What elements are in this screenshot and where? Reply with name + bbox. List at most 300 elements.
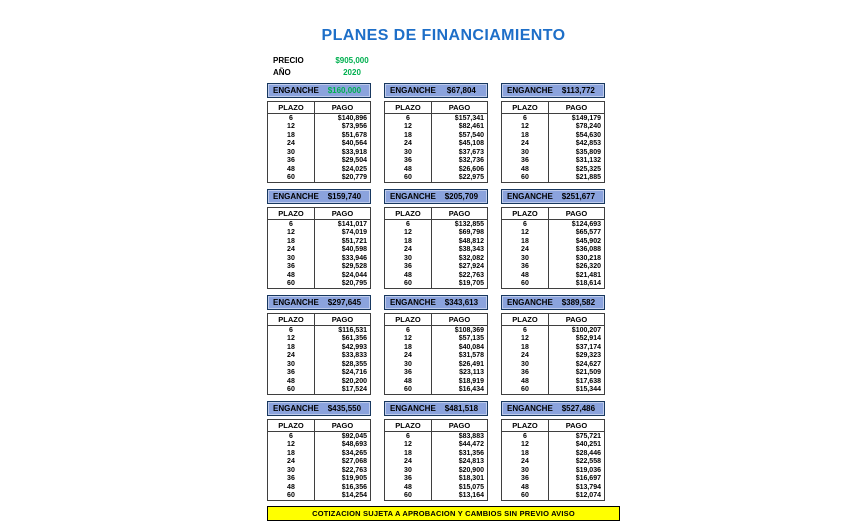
enganche-label: ENGANCHE <box>273 404 319 413</box>
pago-cell: $20,900 <box>458 466 484 474</box>
table-row <box>268 263 370 272</box>
plazo-cell: 60 <box>268 492 315 501</box>
plazo-cell: 6 <box>502 114 549 123</box>
plazo-cell: 12 <box>385 229 432 238</box>
pago-cell: $15,075 <box>458 483 484 491</box>
payment-table <box>501 419 605 501</box>
plazo-cell: 60 <box>502 174 549 183</box>
plazo-column-header: PLAZO <box>385 208 432 219</box>
plazo-cell: 18 <box>385 343 432 352</box>
table-row <box>268 114 370 123</box>
pago-cell: $21,509 <box>575 369 601 377</box>
plazo-cell: 6 <box>502 432 549 441</box>
plazo-cell: 36 <box>502 157 549 166</box>
plazo-cell: 60 <box>502 280 549 289</box>
plazo-cell: 24 <box>385 246 432 255</box>
enganche-value: $67,804 <box>446 86 476 95</box>
table-row <box>268 220 370 229</box>
pago-cell: $82,461 <box>458 123 484 131</box>
pago-cell: $29,528 <box>341 263 367 271</box>
table-row <box>385 246 487 255</box>
table-header-row <box>385 314 487 326</box>
precio-label: PRECIO <box>273 55 304 65</box>
plazo-cell: 18 <box>268 343 315 352</box>
pago-column-header: PAGO <box>331 421 354 430</box>
pago-cell: $24,025 <box>341 165 367 173</box>
plazo-cell: 12 <box>268 123 315 132</box>
pago-cell: $51,678 <box>341 131 367 139</box>
enganche-value: $113,772 <box>561 86 595 95</box>
plazo-cell: 6 <box>268 326 315 335</box>
plazo-cell: 6 <box>385 220 432 229</box>
plazo-cell: 60 <box>385 280 432 289</box>
plazo-cell: 30 <box>268 360 315 369</box>
pago-cell: $61,356 <box>341 335 367 343</box>
table-row <box>385 280 487 289</box>
table-row <box>268 360 370 369</box>
pago-cell: $31,578 <box>458 352 484 360</box>
table-row <box>385 458 487 467</box>
pago-column-header: PAGO <box>565 103 588 112</box>
pago-cell: $26,606 <box>458 165 484 173</box>
financing-table-block <box>501 189 605 289</box>
enganche-value: $435,550 <box>327 404 362 413</box>
table-row <box>268 441 370 450</box>
table-row <box>385 492 487 501</box>
financing-table-block <box>267 83 371 183</box>
pago-cell: $37,174 <box>575 343 601 351</box>
pago-cell: $32,736 <box>458 157 484 165</box>
pago-cell: $74,019 <box>341 229 367 237</box>
plazo-cell: 12 <box>385 123 432 132</box>
pago-cell: $16,356 <box>341 483 367 491</box>
table-row <box>502 343 604 352</box>
pago-cell: $24,716 <box>341 369 367 377</box>
anio-label: AÑO <box>273 67 291 77</box>
plazo-column-header: PLAZO <box>502 314 549 325</box>
pago-cell: $73,956 <box>341 123 367 131</box>
pago-cell: $45,902 <box>575 237 601 245</box>
pago-column-header: PAGO <box>448 103 471 112</box>
table-row <box>268 148 370 157</box>
pago-cell: $22,763 <box>458 271 484 279</box>
plazo-cell: 36 <box>268 475 315 484</box>
table-body <box>385 432 487 500</box>
plazo-cell: 18 <box>385 131 432 140</box>
table-row <box>385 386 487 395</box>
pago-cell: $22,763 <box>341 466 367 474</box>
pago-cell: $40,598 <box>341 246 367 254</box>
payment-table <box>384 419 488 501</box>
plazo-cell: 30 <box>385 360 432 369</box>
plazo-cell: 48 <box>268 271 315 280</box>
enganche-header <box>267 189 371 204</box>
pago-cell: $48,812 <box>458 237 484 245</box>
table-row <box>502 466 604 475</box>
table-row <box>268 123 370 132</box>
plazo-cell: 36 <box>385 475 432 484</box>
plazo-cell: 36 <box>385 263 432 272</box>
plazo-cell: 6 <box>268 114 315 123</box>
enganche-header <box>501 401 605 416</box>
plazo-cell: 48 <box>502 377 549 386</box>
table-row <box>268 326 370 335</box>
plazo-cell: 30 <box>385 148 432 157</box>
anio-value: 2020 <box>343 67 361 77</box>
table-row <box>502 263 604 272</box>
table-row <box>385 352 487 361</box>
plazo-cell: 12 <box>268 229 315 238</box>
table-row <box>502 165 604 174</box>
table-row <box>502 492 604 501</box>
table-row <box>502 114 604 123</box>
table-row <box>268 335 370 344</box>
plazo-cell: 24 <box>502 352 549 361</box>
precio-value: $905,000 <box>335 55 369 65</box>
enganche-header <box>267 83 371 98</box>
enganche-value: $205,709 <box>444 192 479 201</box>
plazo-cell: 48 <box>502 483 549 492</box>
pago-cell: $42,853 <box>575 140 601 148</box>
payment-table <box>501 313 605 395</box>
table-header-row <box>268 420 370 432</box>
pago-cell: $40,251 <box>575 441 601 449</box>
table-header-row <box>385 208 487 220</box>
enganche-label: ENGANCHE <box>390 298 436 307</box>
plazo-cell: 48 <box>385 483 432 492</box>
table-body <box>385 220 487 288</box>
table-row <box>385 441 487 450</box>
precio-row <box>267 54 620 66</box>
plazo-cell: 6 <box>385 326 432 335</box>
table-body <box>502 432 604 500</box>
pago-cell: $40,084 <box>458 343 484 351</box>
plazo-cell: 30 <box>502 466 549 475</box>
financing-table-block <box>267 189 371 289</box>
plazo-cell: 18 <box>502 237 549 246</box>
pago-cell: $32,082 <box>458 254 484 262</box>
pago-cell: $19,905 <box>341 475 367 483</box>
table-body <box>502 114 604 182</box>
table-header-row <box>502 102 604 114</box>
table-row <box>502 157 604 166</box>
pago-cell: $20,779 <box>341 174 367 182</box>
plazo-column-header: PLAZO <box>502 420 549 431</box>
payment-table <box>267 419 371 501</box>
plazo-cell: 60 <box>268 174 315 183</box>
plazo-cell: 36 <box>502 369 549 378</box>
table-body <box>385 326 487 394</box>
pago-column-header: PAGO <box>565 315 588 324</box>
enganche-value: $251,677 <box>561 192 596 201</box>
table-row <box>502 131 604 140</box>
pago-cell: $57,540 <box>458 131 484 139</box>
pago-cell: $31,132 <box>575 157 601 165</box>
plazo-column-header: PLAZO <box>385 420 432 431</box>
table-row <box>268 229 370 238</box>
table-row <box>502 148 604 157</box>
pago-cell: $17,638 <box>575 377 601 385</box>
pago-cell: $28,446 <box>575 449 601 457</box>
enganche-value: $527,486 <box>561 404 596 413</box>
table-row <box>502 326 604 335</box>
plazo-cell: 30 <box>502 254 549 263</box>
enganche-label: ENGANCHE <box>390 192 436 201</box>
enganche-label: ENGANCHE <box>273 192 319 201</box>
plazo-cell: 18 <box>268 237 315 246</box>
pago-cell: $21,481 <box>575 271 601 279</box>
enganche-label: ENGANCHE <box>507 192 553 201</box>
plazo-cell: 48 <box>268 483 315 492</box>
footer-notice: COTIZACION SUJETA A APROBACION Y CAMBIOS SIN PREVIO AVISO <box>267 506 620 521</box>
pago-cell: $17,524 <box>341 386 367 394</box>
plazo-column-header: PLAZO <box>502 102 549 113</box>
enganche-value: $481,518 <box>444 404 479 413</box>
plazo-cell: 60 <box>502 386 549 395</box>
pago-cell: $36,088 <box>575 246 601 254</box>
plazo-column-header: PLAZO <box>268 102 315 113</box>
table-header-row <box>268 102 370 114</box>
pago-cell: $14,254 <box>341 492 367 500</box>
table-body <box>502 220 604 288</box>
plazo-cell: 48 <box>502 271 549 280</box>
pago-cell: $19,705 <box>458 280 484 288</box>
table-row <box>385 114 487 123</box>
plazo-cell: 6 <box>502 220 549 229</box>
table-row <box>385 360 487 369</box>
plazo-cell: 48 <box>502 165 549 174</box>
pago-cell: $18,614 <box>575 280 601 288</box>
pago-cell: $92,045 <box>341 432 367 440</box>
table-row <box>502 352 604 361</box>
plazo-cell: 36 <box>268 263 315 272</box>
plazo-cell: 30 <box>385 466 432 475</box>
table-row <box>502 220 604 229</box>
pago-cell: $54,630 <box>575 131 601 139</box>
plazo-cell: 24 <box>268 458 315 467</box>
plazo-cell: 12 <box>502 229 549 238</box>
plazo-cell: 24 <box>502 246 549 255</box>
pago-cell: $16,697 <box>575 475 601 483</box>
table-header-row <box>268 208 370 220</box>
pago-cell: $33,946 <box>341 254 367 262</box>
table-row <box>268 458 370 467</box>
plazo-cell: 24 <box>502 140 549 149</box>
pago-cell: $65,577 <box>575 229 601 237</box>
payment-table <box>267 313 371 395</box>
table-row <box>268 483 370 492</box>
pago-cell: $28,355 <box>341 360 367 368</box>
plazo-cell: 12 <box>268 441 315 450</box>
enganche-label: ENGANCHE <box>507 404 553 413</box>
plazo-cell: 12 <box>268 335 315 344</box>
enganche-label: ENGANCHE <box>273 86 319 95</box>
table-row <box>268 377 370 386</box>
table-row <box>268 165 370 174</box>
pago-cell: $57,135 <box>458 335 484 343</box>
plazo-column-header: PLAZO <box>268 420 315 431</box>
financing-table-block <box>384 83 488 183</box>
table-row <box>268 432 370 441</box>
pago-cell: $37,673 <box>458 148 484 156</box>
enganche-header <box>501 83 605 98</box>
table-row <box>385 449 487 458</box>
pago-cell: $100,207 <box>571 326 601 334</box>
pago-cell: $45,108 <box>458 140 484 148</box>
plazo-cell: 60 <box>385 492 432 501</box>
table-row <box>385 326 487 335</box>
plazo-cell: 60 <box>268 280 315 289</box>
table-row <box>385 140 487 149</box>
table-row <box>502 369 604 378</box>
plazo-cell: 60 <box>502 492 549 501</box>
pago-cell: $20,795 <box>341 280 367 288</box>
pago-cell: $13,164 <box>458 492 484 500</box>
enganche-label: ENGANCHE <box>390 86 436 95</box>
pago-cell: $18,919 <box>458 377 484 385</box>
pago-cell: $108,369 <box>454 326 484 334</box>
plazo-cell: 36 <box>385 157 432 166</box>
table-row <box>385 377 487 386</box>
plazo-cell: 30 <box>268 148 315 157</box>
enganche-value: $389,582 <box>561 298 596 307</box>
pago-cell: $42,993 <box>341 343 367 351</box>
plazo-cell: 36 <box>502 475 549 484</box>
plazo-cell: 30 <box>268 254 315 263</box>
pago-cell: $140,896 <box>337 114 367 122</box>
pago-cell: $31,356 <box>458 449 484 457</box>
table-row <box>502 449 604 458</box>
plazo-cell: 12 <box>385 441 432 450</box>
pago-cell: $22,975 <box>458 174 484 182</box>
payment-table <box>384 207 488 289</box>
plazo-cell: 60 <box>268 386 315 395</box>
pago-cell: $33,918 <box>341 148 367 156</box>
enganche-label: ENGANCHE <box>507 298 553 307</box>
payment-table <box>501 101 605 183</box>
plazo-cell: 18 <box>502 131 549 140</box>
pago-cell: $132,855 <box>454 220 484 228</box>
enganche-label: ENGANCHE <box>507 86 553 95</box>
plazo-cell: 48 <box>385 165 432 174</box>
plazo-cell: 12 <box>502 335 549 344</box>
pago-cell: $116,531 <box>338 326 367 334</box>
table-row <box>268 157 370 166</box>
table-row <box>268 475 370 484</box>
pago-cell: $13,794 <box>575 483 601 491</box>
pago-cell: $27,068 <box>341 458 367 466</box>
table-row <box>385 237 487 246</box>
enganche-header <box>501 189 605 204</box>
enganche-value: $343,613 <box>444 298 479 307</box>
table-row <box>502 280 604 289</box>
table-row <box>385 254 487 263</box>
plazo-cell: 12 <box>502 123 549 132</box>
table-row <box>385 174 487 183</box>
table-row <box>268 369 370 378</box>
enganche-header <box>267 295 371 310</box>
pago-cell: $78,240 <box>575 123 601 131</box>
pago-cell: $29,323 <box>575 352 601 360</box>
pago-cell: $33,833 <box>341 352 367 360</box>
plazo-cell: 18 <box>385 449 432 458</box>
table-row <box>268 280 370 289</box>
table-row <box>502 335 604 344</box>
financing-table-block <box>501 83 605 183</box>
plazo-cell: 48 <box>268 377 315 386</box>
table-row <box>268 449 370 458</box>
table-body <box>268 114 370 182</box>
pago-column-header: PAGO <box>331 209 354 218</box>
plazo-cell: 30 <box>268 466 315 475</box>
plazo-column-header: PLAZO <box>385 102 432 113</box>
pago-cell: $51,721 <box>341 237 367 245</box>
table-row <box>385 229 487 238</box>
payment-table <box>384 101 488 183</box>
plazo-column-header: PLAZO <box>268 208 315 219</box>
table-row <box>268 254 370 263</box>
financing-table-block <box>501 401 605 501</box>
pago-cell: $83,883 <box>458 432 484 440</box>
table-header-row <box>502 208 604 220</box>
pago-cell: $141,017 <box>337 220 367 228</box>
table-row <box>502 254 604 263</box>
pago-column-header: PAGO <box>448 315 471 324</box>
plazo-cell: 6 <box>385 432 432 441</box>
plazo-cell: 30 <box>385 254 432 263</box>
table-row <box>385 483 487 492</box>
pago-cell: $26,491 <box>458 360 484 368</box>
table-row <box>385 220 487 229</box>
pago-cell: $149,179 <box>571 114 601 122</box>
table-row <box>502 458 604 467</box>
pago-column-header: PAGO <box>565 209 588 218</box>
table-row <box>385 369 487 378</box>
enganche-header <box>384 295 488 310</box>
table-row <box>502 246 604 255</box>
financing-table-block <box>267 401 371 501</box>
table-body <box>268 432 370 500</box>
table-row <box>268 174 370 183</box>
pago-cell: $29,504 <box>341 157 367 165</box>
pago-cell: $24,813 <box>458 458 484 466</box>
pago-cell: $48,693 <box>341 441 367 449</box>
enganche-header <box>501 295 605 310</box>
table-body <box>268 326 370 394</box>
pago-column-header: PAGO <box>331 315 354 324</box>
pago-cell: $69,798 <box>458 229 484 237</box>
plazo-cell: 30 <box>502 360 549 369</box>
table-row <box>385 131 487 140</box>
financing-sheet <box>267 27 620 521</box>
financing-table-block <box>267 295 371 395</box>
table-row <box>268 352 370 361</box>
plazo-cell: 24 <box>385 458 432 467</box>
enganche-value: $297,645 <box>327 298 362 307</box>
table-row <box>268 237 370 246</box>
plazo-column-header: PLAZO <box>268 314 315 325</box>
table-header-row <box>385 420 487 432</box>
table-row <box>385 148 487 157</box>
table-row <box>268 386 370 395</box>
table-header-row <box>385 102 487 114</box>
plazo-cell: 24 <box>502 458 549 467</box>
table-row <box>502 432 604 441</box>
plazo-cell: 24 <box>268 352 315 361</box>
enganche-header <box>384 401 488 416</box>
table-header-row <box>268 314 370 326</box>
enganche-header <box>267 401 371 416</box>
